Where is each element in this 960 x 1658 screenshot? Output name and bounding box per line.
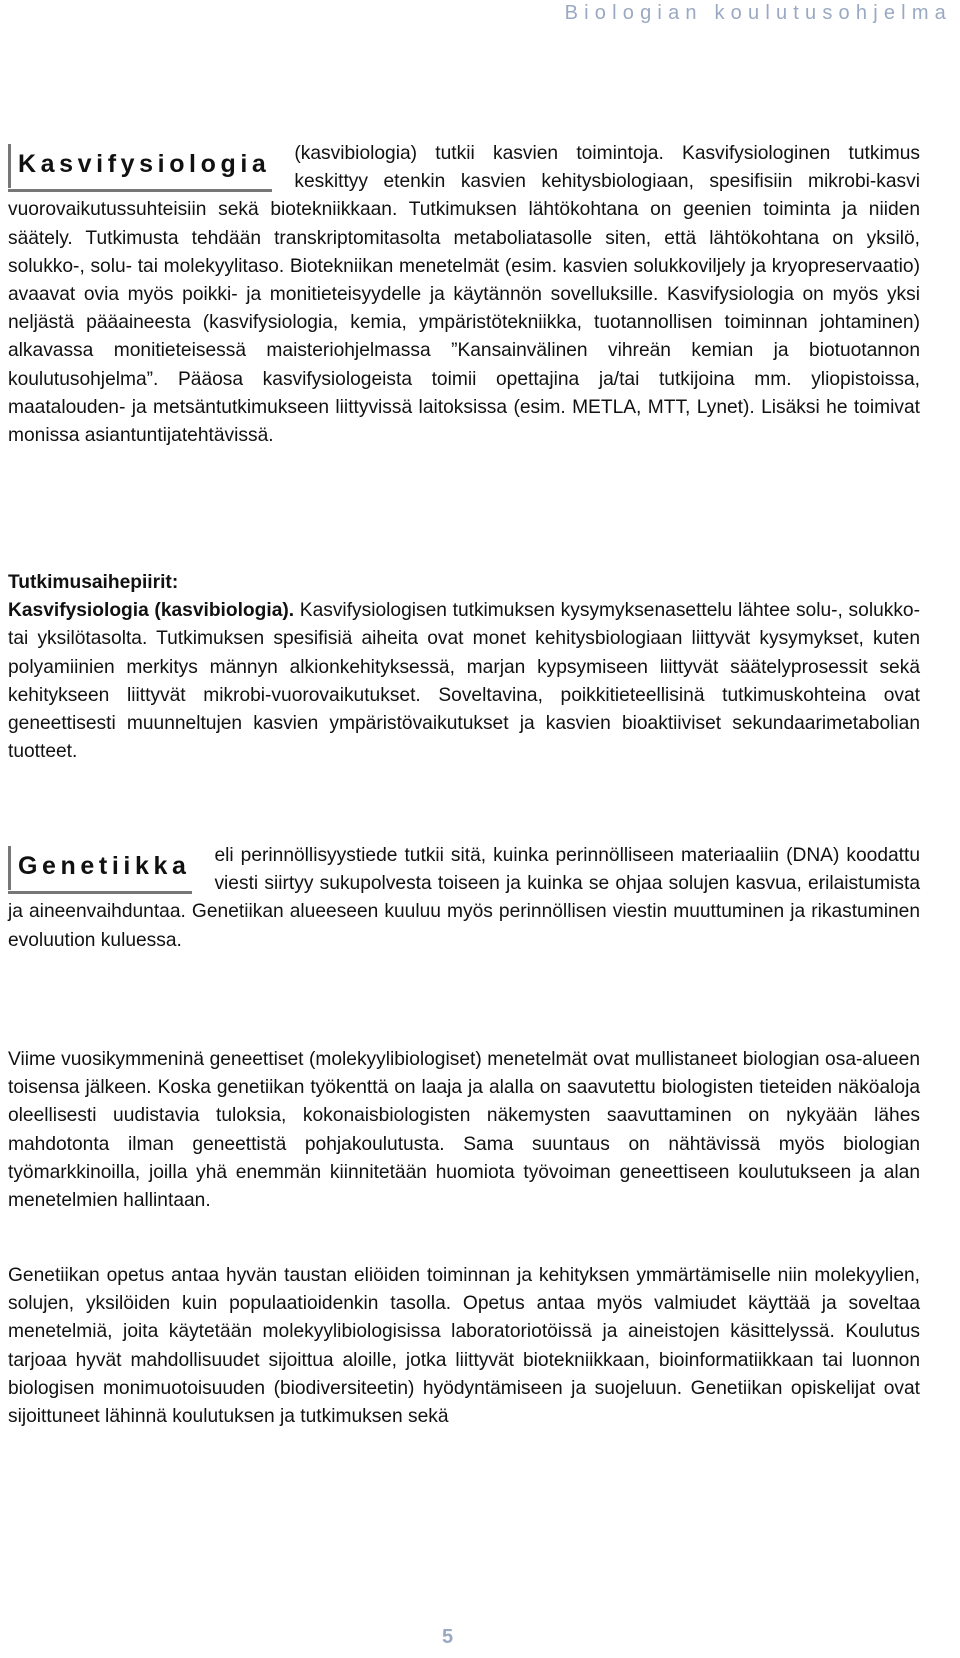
genetiikka-paragraph-2: Viime vuosikymmeninä geneettiset (molekyylibiologiset) menetelmät ovat mullistaneet biologian osa-alueen toisensa jälkeen. Koska genetiikan työkenttä on laaja ja alalla on saavutettu biologisten tieteiden näköaloja oleellisesti uudistavia tuloksia, kokonaisbiologisten näkemysten saavuttaminen on nykyään lähes mahdotonta ilman geneettistä pohjakoulutusta. Sama suuntaus on nähtävissä myös biologian työmarkkinoilla, joilla yhä enemmän kiinnitetään huomiota työvoiman geneettiseen koulutukseen ja alan menetelmien hallintaan.: [8, 1049, 920, 1212]
kasvifysiologia-paragraph: (kasvibiologia) tutkii kasvien toimintoja. Kasvifysiologinen tutkimus keskittyy etenkin kasvien kehitysbiologiaan, spesifisiin mikrobi-kasvi vuorovaikutussuhteisiin sekä biotekniikkaan. Tutkimuksen lähtökohtana on geenien toiminta ja niiden säätely. Tutkimusta tehdään transkriptomitasolta metaboliatasolle siten, että lähtökohtana on yksilö, solukko-, solu- tai molekyylitaso. Biotekniikan menetelmät (esim. kasvien solukkoviljely ja kryopreservaatio) avaavat ovia myös poikki- ja monitieteisyydelle ja käytännön sovelluksille. Kasvifysiologia on myös yksi neljästä pääaineesta (kasvifysiologia, kemia, ympäristötekniikka, tuotannollisen toiminnan johtaminen) alkavassa monitieteisessä maisteriohjelmassa ”Kansainvälinen vihreän kemian ja biotuotannon koulutusohjelma”. Pääosa kasvifysiologeista toimii opettajina ja/tai tutkijoina mm. yliopistoissa, maatalouden- ja metsäntutkimukseen liittyvissä laitoksissa (esim. METLA, MTT, Lynet). Lisäksi he toimivat monissa asiantuntijatehtävissä.: [8, 143, 920, 447]
genetiikka-heading-box: [8, 844, 198, 898]
research-topics-lead: Kasvifysiologia (kasvibiologia).: [8, 600, 295, 622]
heading-underline-rule: [8, 189, 272, 192]
genetiikka-paragraph-2-block: [8, 1046, 920, 1215]
kasvifysiologia-heading: Kasvifysiologia: [18, 150, 271, 178]
kasvifysiologia-intro-block: [8, 140, 920, 450]
research-topics-paragraph: [8, 597, 920, 766]
genetiikka-paragraph-3: Genetiikan opetus antaa hyvän taustan eliöiden toiminnan ja kehityksen ymmärtämiselle niin molekyylien, solujen, yksilöiden kuin populaatioidenkin tasolla. Opetus antaa myös valmiudet käyttää ja soveltaa menetelmiä, joita käytetään molekyylibiologisissa laboratoriotöissä ja aineistojen käsittelyssä. Koulutus tarjoaa hyvät mahdollisuudet sijoittua aloille, jotka liittyvät biotekniikkaan, bioinformatiikkaan tai luonnon biologisen monimuotoisuuden (biodiversiteetin) hyödyntämiseen ja suojeluun. Genetiikan opiskelijat ovat sijoittuneet lähinnä koulutuksen ja tutkimuksen sekä: [8, 1265, 920, 1428]
research-topics-text: Kasvifysiologisen tutkimuksen kysymyksenasettelu lähtee solu-, solukko- tai yksilötasolta. Tutkimuksen spesifisiä aiheita ovat monet kehitysbiologiaan liittyvät kysymykset, kuten polyamiinien merkitys männyn alkionkehityksessä, marjan kypsymiseen liittyvät säätelyprosessit sekä kehitykseen liittyvät mikrobi-vuorovaikutukset. Soveltavina, poikkitieteellisinä tutkimuskohteina ovat geneettisesti muunneltujen kasvien ympäristövaikutukset ja kasvien bioaktiiviset sekundaarimetabolian tuotteet.: [8, 600, 920, 763]
genetiikka-paragraph-3-block: [8, 1262, 920, 1431]
genetiikka-intro-block: [8, 842, 920, 955]
heading-underline-rule: [8, 891, 192, 894]
research-topics-heading: Tutkimusaihepiirit:: [8, 572, 179, 593]
research-topics-block: [8, 569, 920, 766]
running-header-title: Biologian koulutusohjelma: [564, 2, 952, 24]
page-number: 5: [442, 1626, 455, 1648]
heading-left-rule: [8, 144, 11, 188]
heading-left-rule: [8, 846, 11, 890]
genetiikka-paragraph-1: eli perinnöllisyystiede tutkii sitä, kuinka perinnölliseen materiaaliin (DNA) koodattu viesti siirtyy sukupolvesta toiseen ja kuinka se ohjaa solujen kasvua, erilaistumista ja aineenvaihduntaa. Genetiikan alueeseen kuuluu myös perinnöllisen viestin muuttuminen ja rikastuminen evoluution kuluessa.: [8, 845, 920, 951]
kasvifysiologia-heading-box: [8, 142, 278, 196]
genetiikka-heading: Genetiikka: [18, 852, 191, 880]
